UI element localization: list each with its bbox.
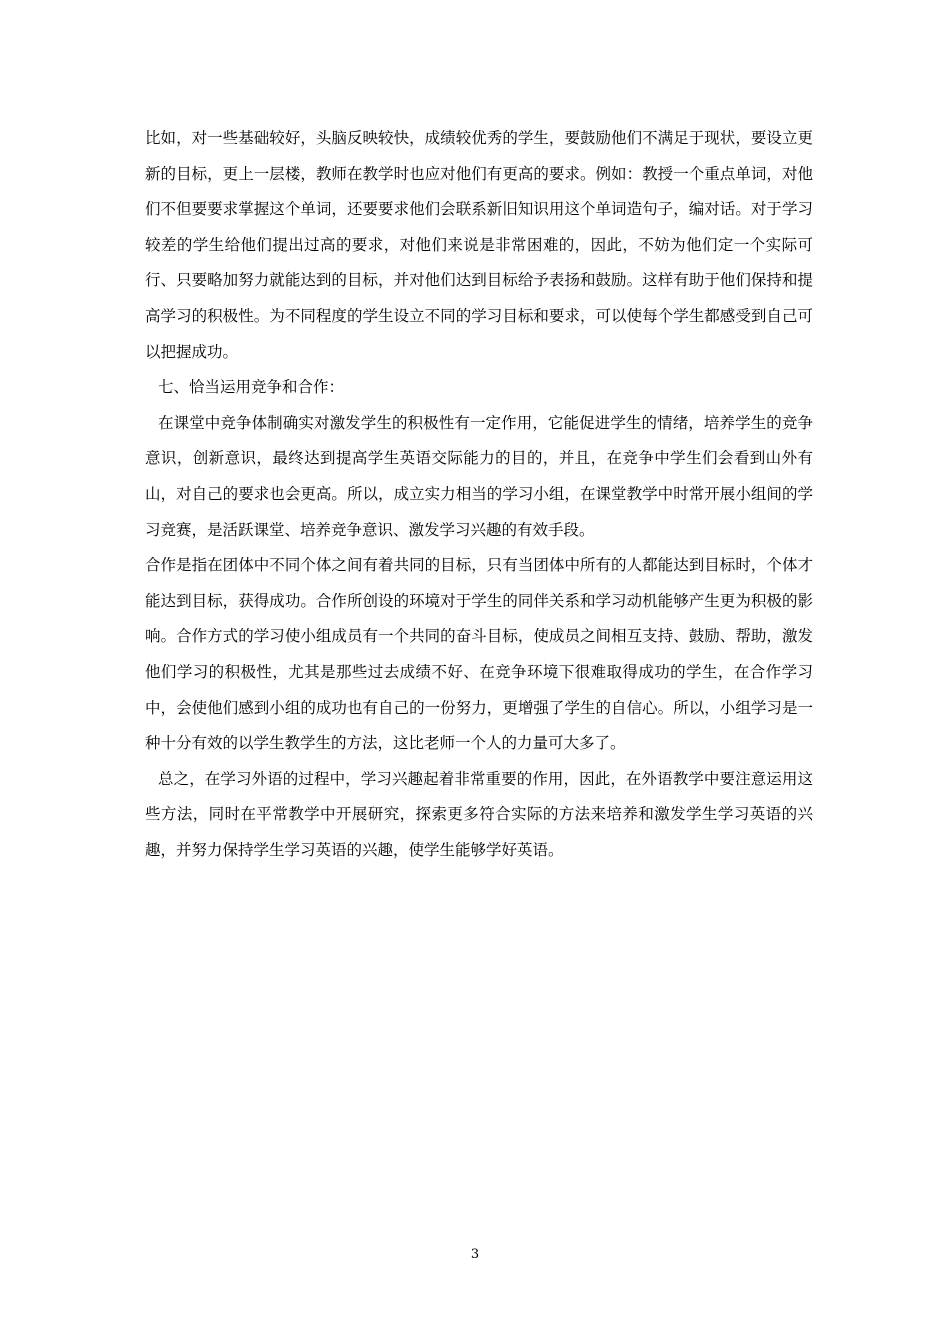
paragraph-conclusion: 总之，在学习外语的过程中，学习兴趣起着非常重要的作用，因此，在外语教学中要注意运用这些方法，同时在平常教学中开展研究，探索更多符合实际的方法来培养和激发学生学习英语的兴趣，并努力保持学生学习英语的兴趣，使学生能够学好英语。 bbox=[145, 769, 813, 859]
page-body bbox=[145, 121, 813, 868]
paragraph-differentiated-goals: 比如，对一些基础较好，头脑反映较快，成绩较优秀的学生，要鼓励他们不满足于现状，要设立更新的目标，更上一层楼，教师在教学时也应对他们有更高的要求。例如：教授一个重点单词，对他们不但要要求掌握这个单词，还要要求他们会联系新旧知识用这个单词造句子，编对话。对于学习较差的学生给他们提出过高的要求，对他们来说是非常困难的，因此，不妨为他们定一个实际可行、只要略加努力就能达到的目标，并对他们达到目标给予表扬和鼓励。这样有助于他们保持和提高学习的积极性。为不同程度的学生设立不同的学习目标和要求，可以使每个学生都感受到自己可以把握成功。 bbox=[145, 129, 813, 361]
paragraph-cooperation: 合作是指在团体中不同个体之间有着共同的目标，只有当团体中所有的人都能达到目标时，个体才能达到目标，获得成功。合作所创设的环境对于学生的同伴关系和学习动机能够产生更为积极的影响。合作方式的学习使小组成员有一个共同的奋斗目标，使成员之间相互支持、鼓励、帮助，激发他们学习的积极性，尤其是那些过去成绩不好、在竞争环境下很难取得成功的学生，在合作学习中，会使他们感到小组的成功也有自己的一份努力，更增强了学生的自信心。所以，小组学习是一种十分有效的以学生教学生的方法，这比老师一个人的力量可大多了。 bbox=[145, 556, 813, 753]
page-number: 3 bbox=[470, 1247, 480, 1262]
section-heading-competition-cooperation: 七、恰当运用竞争和合作： bbox=[158, 378, 345, 397]
paragraph-competition: 在课堂中竞争体制确实对激发学生的积极性有一定作用，它能促进学生的情绪，培养学生的竞争意识，创新意识，最终达到提高学生英语交际能力的目的，并且，在竞争中学生们会看到山外有山，对自己的要求也会更高。所以，成立实力相当的学习小组，在课堂教学中时常开展小组间的学习竞赛，是活跃课堂、培养竞争意识、激发学习兴趣的有效手段。 bbox=[145, 413, 813, 539]
